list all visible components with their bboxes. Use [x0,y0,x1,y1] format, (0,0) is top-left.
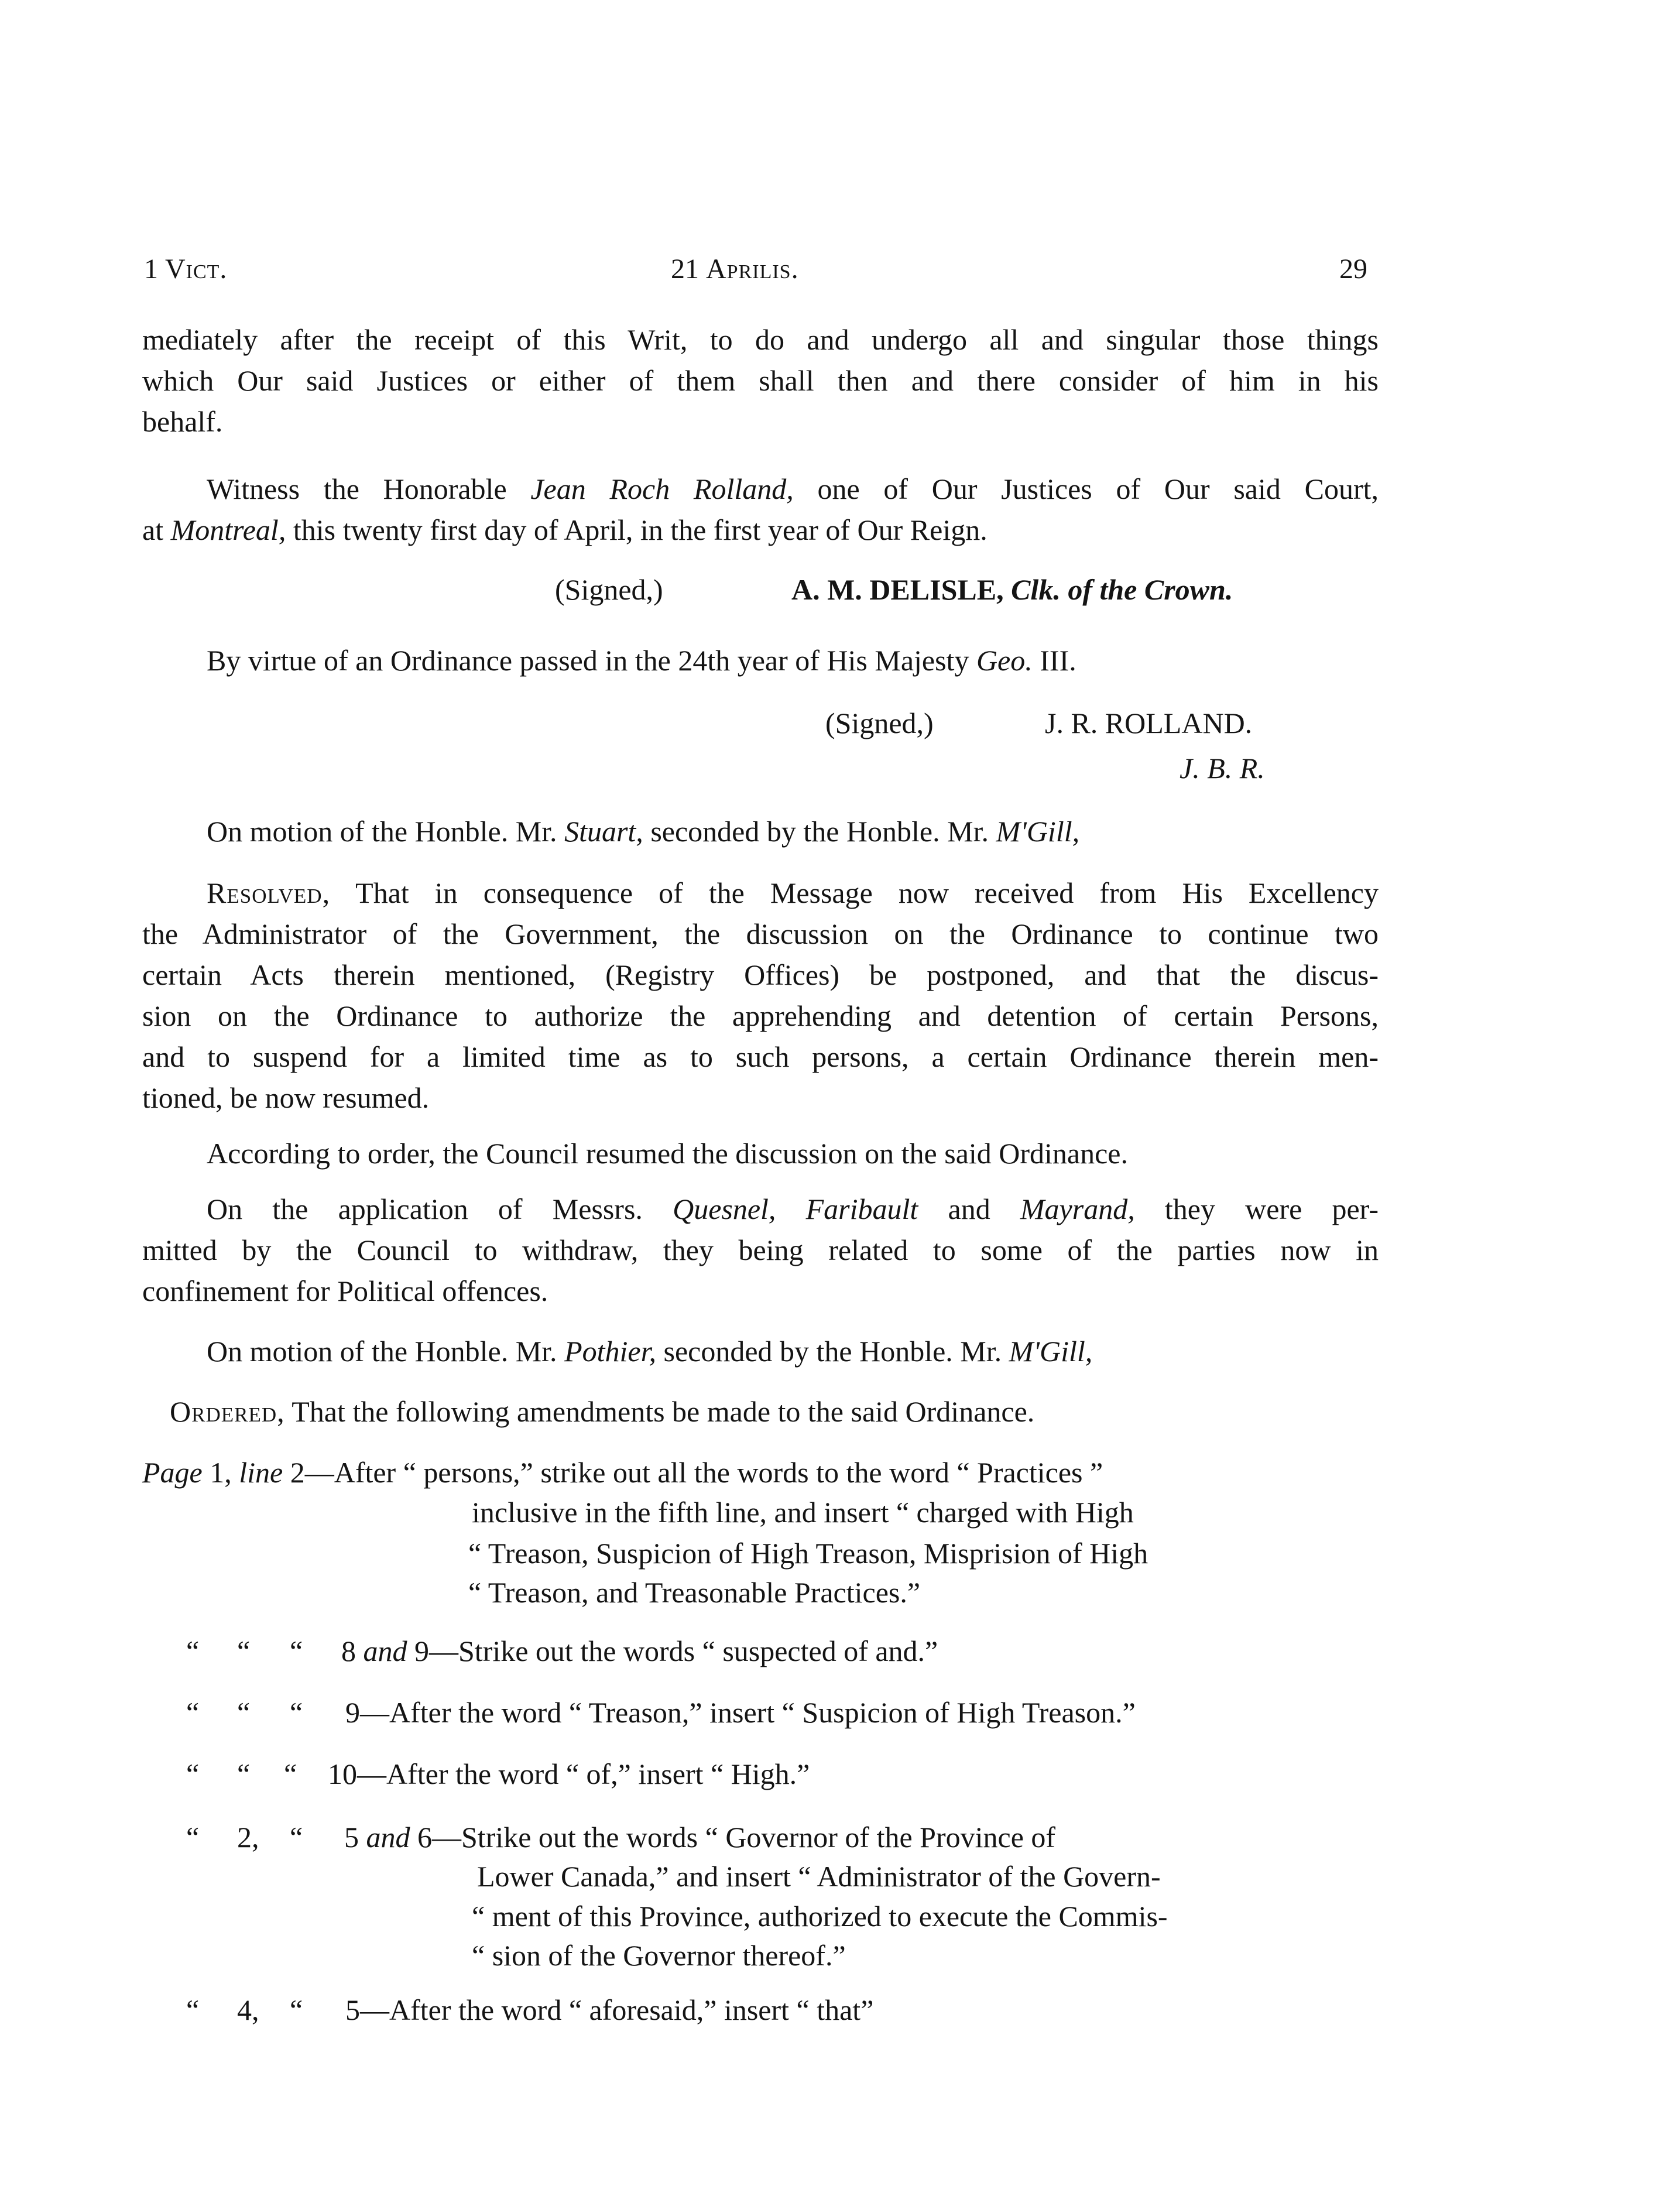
ditto-mark: “ [284,1758,297,1790]
text-line: the Administrator of the Government, the discussion on the Ordinance to continue two [142,917,1379,950]
paragraph-by-virtue: By virtue of an Ordinance passed in the 24th year of His Majesty Geo. III. [207,644,1076,677]
text-line: 5—After the word “ aforesaid,” insert “ that” [345,1993,874,2026]
text-line: mediately after the receipt of this Writ, to do and undergo all and singular those things [142,323,1379,356]
header-month: Aprilis. [706,254,799,285]
text-line: which Our said Justices or either of them shall then and there consider of him in his [142,364,1379,397]
page-ref: 2, [237,1821,259,1854]
clerk-name: A. M. DELISLE, [791,573,1004,606]
text-line: Witness the Honorable Jean Roch Rolland, one of Our Justices of Our said Court, [207,472,1379,505]
place-name: Montreal, [170,513,286,546]
amendment-reference: Page 1, line 2—After “ persons,” strike out all the words to the word “ Practices ” [142,1456,1103,1489]
signature-justice: J. R. ROLLAND. [1045,707,1253,739]
justice-name: Jean Roch Rolland, [530,472,794,505]
text-line: “ Treason, and Treasonable Practices.” [468,1576,921,1609]
signed-label: (Signed,) [825,707,934,739]
ditto-mark: “ [237,1758,251,1790]
signature-clerk [791,569,1233,610]
ditto-mark: “ [237,1635,251,1667]
text-line: mitted by the Council to withdraw, they being related to some of the parties now in [142,1234,1379,1266]
header-reign: Vict. [165,254,228,285]
text-line: “ ment of this Province, authorized to execute the Commis- [472,1900,1168,1933]
text-line: 8 and 9—Strike out the words “ suspected of and.” [341,1635,938,1667]
paragraph-resolved [142,872,1379,1118]
text-line: 5 and 6—Strike out the words “ Governor of the Province of [344,1821,1056,1854]
header-date [671,252,799,287]
text-line: inclusive in the fifth line, and insert “ charged with High [472,1496,1134,1529]
paragraph-motion: On motion of the Honble. Mr. Pothier, seconded by the Honble. Mr. M'Gill, [207,1335,1093,1368]
text-line: 9—After the word “ Treason,” insert “ Suspicion of High Treason.” [345,1696,1136,1729]
ordered-lead: Ordered, [170,1395,285,1428]
ditto-mark: “ [290,1821,303,1854]
ditto-mark: “ [290,1635,303,1667]
paragraph-motion: On motion of the Honble. Mr. Stuart, seconded by the Honble. Mr. M'Gill, [207,815,1080,848]
text-line: tioned, be now resumed. [142,1081,430,1114]
ditto-mark: “ [290,1993,303,2026]
paragraph-according: According to order, the Council resumed the discussion on the said Ordinance. [207,1137,1128,1170]
header-year-number: 1 [144,254,158,285]
text-line: behalf. [142,405,223,438]
text-line: On the application of Messrs. Quesnel, Faribault and Mayrand, they were per- [207,1193,1379,1225]
text-line: Resolved, That in consequence of the Message now received from His Excellency [207,876,1379,909]
paragraph-ordered: Ordered, That the following amendments be made to the said Ordinance. [170,1395,1035,1428]
text-line: confinement for Political offences. [142,1275,548,1307]
text-line: “ Treason, Suspicion of High Treason, Misprision of High [468,1537,1148,1570]
paragraph-application [142,1188,1379,1311]
clerk-title: Clk. of the Crown. [1011,573,1233,606]
text-line: and to suspend for a limited time as to such persons, a certain Ordinance therein men- [142,1040,1379,1073]
header-regnal-year [144,252,227,287]
resolved-lead: Resolved, [207,876,331,909]
text-line: sion on the Ordinance to authorize the apprehending and detention of certain Persons, [142,999,1379,1032]
ditto-mark: “ [290,1696,303,1729]
ditto-mark: “ [186,1821,200,1854]
paragraph-witness [142,468,1379,550]
text-line: at Montreal, this twenty first day of April, in the first year of Our Reign. [142,513,988,546]
ditto-mark: “ [186,1696,200,1729]
page-number: 29 [1339,254,1367,285]
text-line: 10—After the word “ of,” insert “ High.” [328,1758,810,1790]
paragraph-writ-continuation [142,319,1379,442]
text-line: certain Acts therein mentioned, (Registry Offices) be postponed, and that the discus- [142,958,1379,991]
ditto-mark: “ [186,1635,200,1667]
header-day: 21 [671,254,699,285]
page-ref: 4, [237,1993,259,2026]
ditto-mark: “ [237,1696,251,1729]
signature-justice-title: J. B. R. [1180,752,1265,785]
signed-label: (Signed,) [555,573,663,606]
text-line: “ sion of the Governor thereof.” [472,1939,846,1972]
ditto-mark: “ [186,1993,200,2026]
ditto-mark: “ [186,1758,200,1790]
text-line: Lower Canada,” and insert “ Administrator of the Govern- [477,1860,1161,1893]
